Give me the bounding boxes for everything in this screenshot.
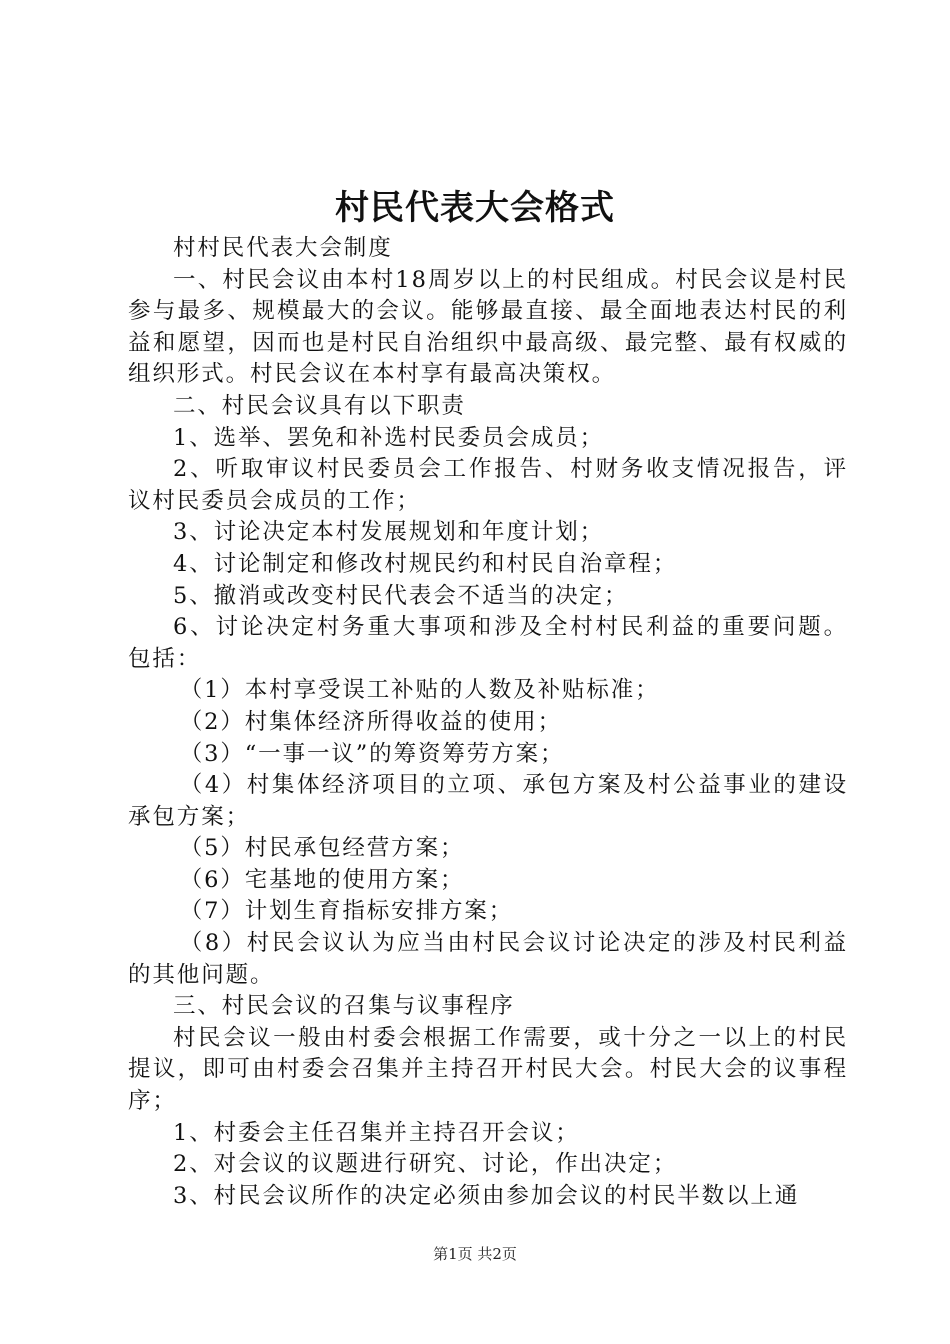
page-number-footer: 第1页 共2页 bbox=[433, 1245, 517, 1263]
paragraph: 6、讨论决定村务重大事项和涉及全村村民利益的重要问题。包括： bbox=[128, 614, 848, 672]
paragraph: （5）村民承包经营方案； bbox=[179, 835, 465, 862]
paragraph: （6）宅基地的使用方案； bbox=[179, 866, 465, 893]
document-title: 村民代表大会格式 bbox=[335, 188, 615, 228]
paragraph: （8）村民会议认为应当由村民会议讨论决定的涉及村民利益的其他问题。 bbox=[128, 930, 848, 988]
paragraph: 村民会议一般由村委会根据工作需要，或十分之一以上的村民提议，即可由村委会召集并主持召开村民大会。村民大会的议事程序； bbox=[128, 1024, 848, 1115]
paragraph: 二、村民会议具有以下职责 bbox=[173, 392, 466, 419]
paragraph: 3、村民会议所作的决定必须由参加会议的村民半数以上通 bbox=[173, 1182, 800, 1209]
paragraph: 3、讨论决定本村发展规划和年度计划； bbox=[173, 519, 605, 546]
paragraph: 一、村民会议由本村18周岁以上的村民组成。村民会议是村民参与最多、规模最大的会议。能够最直接、最全面地表达村民的利益和愿望，因而也是村民自治组织中最高级、最完整、最有权威的组织形式。村民会议在本村享有最高决策权。 bbox=[128, 266, 848, 388]
paragraph: （4）村集体经济项目的立项、承包方案及村公益事业的建设承包方案； bbox=[128, 772, 848, 830]
paragraph: 1、村委会主任召集并主持召开会议； bbox=[173, 1119, 580, 1146]
paragraph: （7）计划生育指标安排方案； bbox=[179, 898, 514, 925]
paragraph: 村村民代表大会制度 bbox=[173, 235, 393, 261]
paragraph: （2）村集体经济所得收益的使用； bbox=[179, 708, 562, 735]
paragraph: （3）“一事一议”的筹资筹劳方案； bbox=[179, 740, 565, 767]
paragraph: 三、村民会议的召集与议事程序 bbox=[173, 993, 515, 1020]
paragraph: 2、对会议的议题进行研究、讨论，作出决定； bbox=[173, 1151, 678, 1178]
document-body bbox=[128, 233, 848, 1212]
paragraph: （1）本村享受误工补贴的人数及补贴标准； bbox=[179, 677, 660, 704]
paragraph: 4、讨论制定和修改村规民约和村民自治章程； bbox=[173, 550, 678, 577]
paragraph: 2、听取审议村民委员会工作报告、村财务收支情况报告，评议村民委员会成员的工作； bbox=[128, 456, 848, 514]
paragraph: 5、撤消或改变村民代表会不适当的决定； bbox=[173, 582, 629, 609]
paragraph: 1、选举、罢免和补选村民委员会成员； bbox=[173, 424, 605, 451]
